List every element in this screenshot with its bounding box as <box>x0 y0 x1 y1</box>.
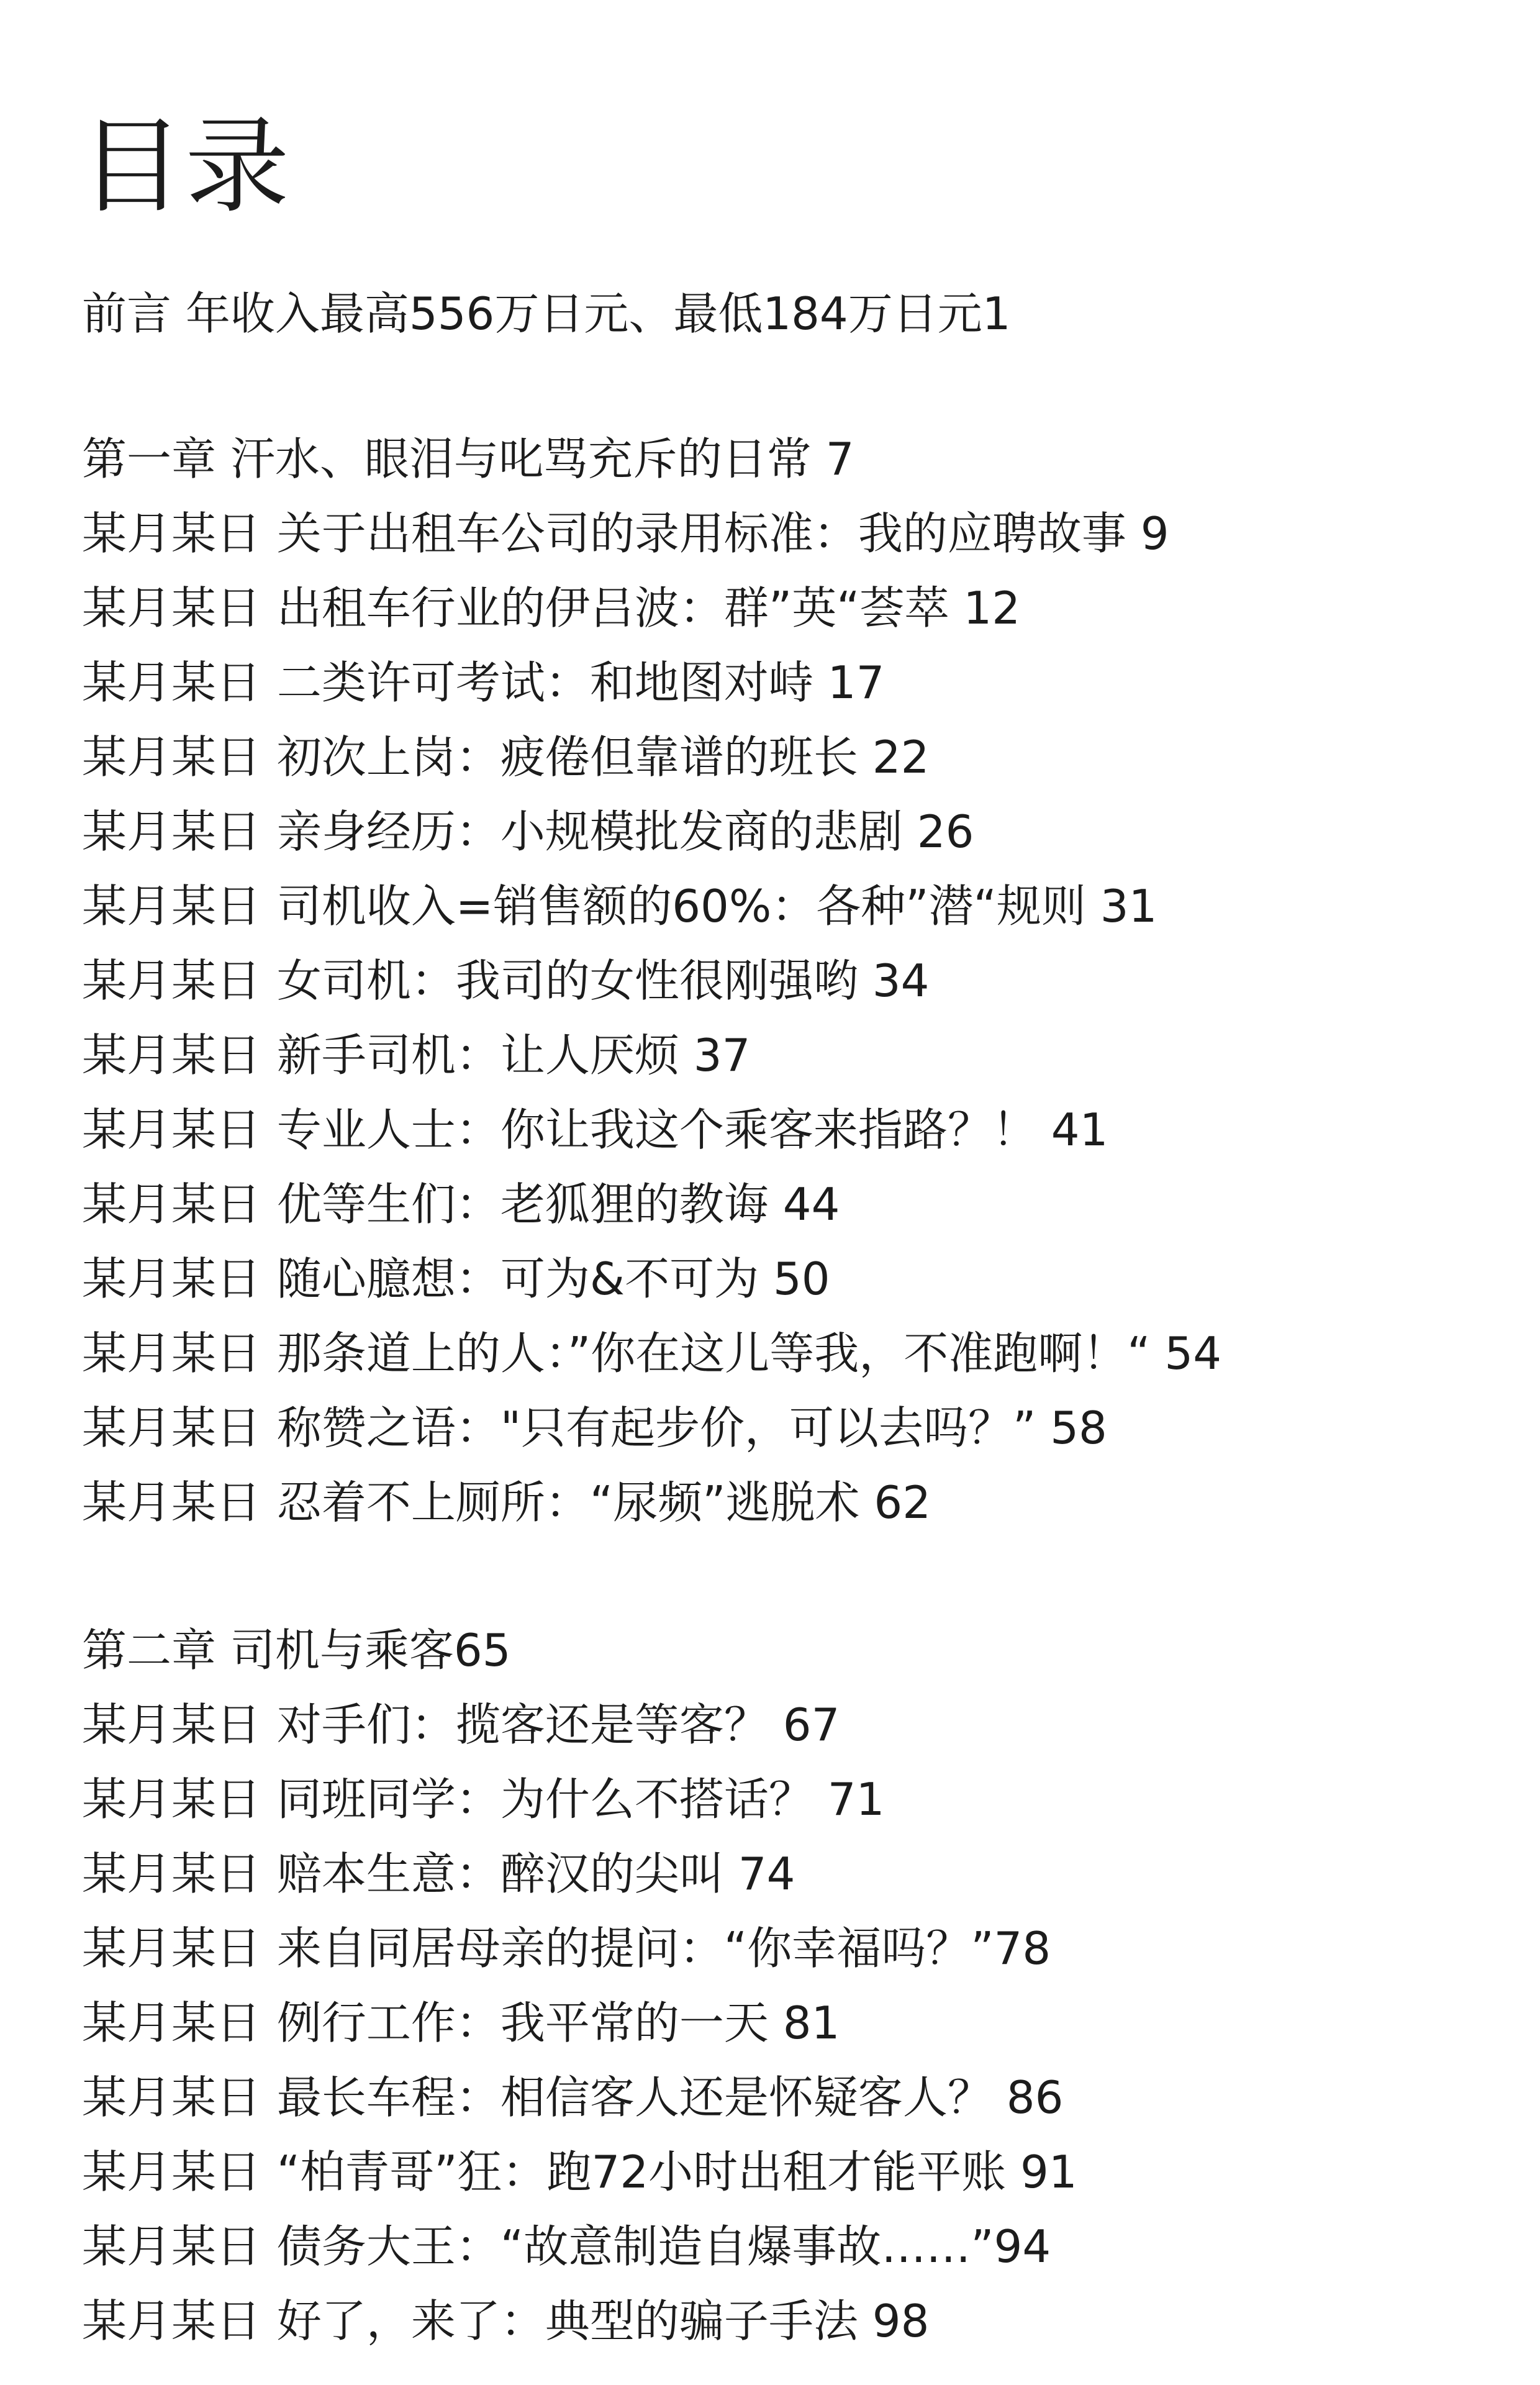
toc-entry-date: 某月某日 <box>82 1253 261 1305</box>
toc-entry-title: “柏青哥”狂：跑72小时出租才能平账 91 <box>276 2146 1077 2198</box>
toc-entry-date: 某月某日 <box>82 2295 261 2347</box>
toc-entry <box>82 2284 929 2358</box>
toc-entry-date: 某月某日 <box>82 1922 261 1974</box>
toc-entry <box>82 1986 840 2060</box>
toc-entry <box>82 1168 840 1241</box>
toc-entry-title: 随心臆想：可为&不可为 50 <box>276 1253 830 1305</box>
toc-entry <box>82 1688 840 1761</box>
toc-entry <box>82 1242 830 1315</box>
toc-entry-date: 某月某日 <box>82 2220 261 2273</box>
toc-entry <box>82 795 974 868</box>
toc-title: 目录 <box>79 106 291 227</box>
toc-entry-title: 优等生们：老狐狸的教诲 44 <box>276 1178 840 1230</box>
chapter-heading-1: 第一章 汗水、眼泪与叱骂充斥的日常 7 <box>82 433 854 485</box>
preface-entry: 前言 年收入最高556万日元、最低184万日元1 <box>82 288 1011 340</box>
toc-entry-title: 那条道上的人：”你在这儿等我，不准跑啊！“ 54 <box>276 1327 1222 1379</box>
toc-entry <box>82 870 1157 943</box>
toc-entry-date: 某月某日 <box>82 1997 261 2049</box>
toc-entry-title: 二类许可考试：和地图对峙 17 <box>276 656 885 709</box>
toc-entry <box>82 2210 1051 2283</box>
toc-entry-date: 某月某日 <box>82 1476 261 1529</box>
toc-entry-date: 某月某日 <box>82 656 261 709</box>
toc-entry-title: 关于出租车公司的录用标准：我的应聘故事 9 <box>276 507 1169 560</box>
toc-entry-title: 最长车程：相信客人还是怀疑客人？ 86 <box>276 2071 1064 2124</box>
toc-entry <box>82 2135 1077 2209</box>
toc-entry <box>82 1391 1107 1465</box>
toc-entry-date: 某月某日 <box>82 955 261 1007</box>
toc-entry-title: 初次上岗：疲倦但靠谱的班长 22 <box>276 731 930 783</box>
toc-entry <box>82 720 929 794</box>
toc-entry <box>82 2061 1063 2134</box>
toc-entry-date: 某月某日 <box>82 582 261 634</box>
toc-entry-title: 专业人士：你让我这个乘客来指路？！ 41 <box>276 1104 1108 1156</box>
toc-entry-date: 某月某日 <box>82 1327 261 1379</box>
toc-entry <box>82 944 929 1017</box>
toc-entry-title: 同班同学：为什么不搭话？ 71 <box>276 1773 885 1825</box>
toc-entry-title: 赔本生意：醉汉的尖叫 74 <box>276 1848 795 1900</box>
toc-entry <box>82 646 884 719</box>
toc-entry <box>82 1912 1051 1985</box>
toc-entry-title: 亲身经历：小规模批发商的悲剧 26 <box>276 806 974 858</box>
toc-entry-date: 某月某日 <box>82 1848 261 1900</box>
toc-entry-date: 某月某日 <box>82 1773 261 1825</box>
toc-entry-title: 忍着不上厕所：“尿频”逃脱术 62 <box>276 1476 931 1529</box>
toc-entry-date: 某月某日 <box>82 2146 261 2198</box>
toc-entry-date: 某月某日 <box>82 1029 261 1081</box>
toc-entry <box>82 1466 931 1539</box>
toc-entry <box>82 1019 750 1092</box>
toc-entry-title: 来自同居母亲的提问：“你幸福吗？”78 <box>276 1922 1051 1974</box>
toc-entry-date: 某月某日 <box>82 507 261 560</box>
toc-entry <box>82 571 1020 645</box>
toc-entry <box>82 1317 1221 1390</box>
toc-entry-title: 出租车行业的伊吕波：群”英“荟萃 12 <box>276 582 1021 634</box>
toc-entry-title: 债务大王：“故意制造自爆事故……”94 <box>276 2220 1051 2273</box>
toc-entry-date: 某月某日 <box>82 1699 261 1751</box>
toc-entry-title: 女司机：我司的女性很刚强哟 34 <box>276 955 930 1007</box>
toc-entry-title: 称赞之语："只有起步价，可以去吗？” 58 <box>276 1402 1107 1454</box>
toc-entry-date: 某月某日 <box>82 2071 261 2124</box>
toc-entry <box>82 1837 795 1910</box>
toc-entry <box>82 1093 1108 1166</box>
toc-entry-date: 某月某日 <box>82 806 261 858</box>
toc-entry <box>82 1763 884 1836</box>
toc-entry-date: 某月某日 <box>82 1104 261 1156</box>
toc-entry-title: 司机收入=销售额的60%：各种”潜“规则 31 <box>276 880 1157 932</box>
toc-entry-title: 新手司机：让人厌烦 37 <box>276 1029 751 1081</box>
toc-entry-date: 某月某日 <box>82 731 261 783</box>
toc-entry-title: 对手们：揽客还是等客？ 67 <box>276 1699 840 1751</box>
toc-entry-date: 某月某日 <box>82 1402 261 1454</box>
toc-entry-title: 好了，来了：典型的骗子手法 98 <box>276 2295 930 2347</box>
toc-entry <box>82 497 1169 570</box>
chapter-heading-2: 第二章 司机与乘客65 <box>82 1624 511 1676</box>
toc-entry-title: 例行工作：我平常的一天 81 <box>276 1997 840 2049</box>
toc-entry-date: 某月某日 <box>82 880 261 932</box>
toc-entry-date: 某月某日 <box>82 1178 261 1230</box>
